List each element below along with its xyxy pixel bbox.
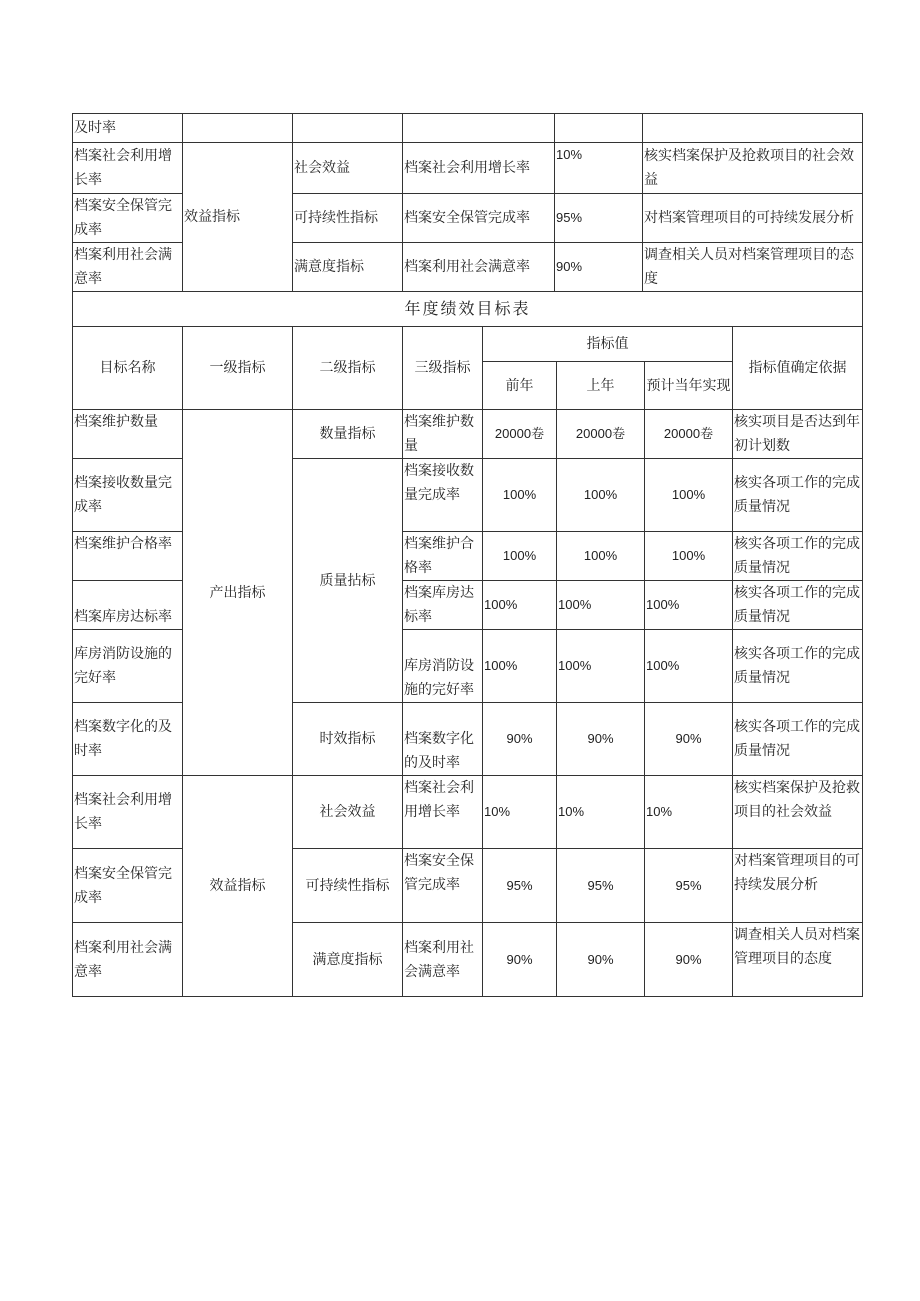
expected-value: 100% — [645, 532, 733, 581]
last-value: 90% — [557, 703, 645, 776]
level2-cell: 时效指标 — [293, 703, 403, 776]
level2-cell: 社会效益 — [293, 143, 403, 194]
level3-cell: 档案接收数量完成率 — [403, 459, 483, 532]
goal-name: 档案利用社会满意率 — [73, 923, 183, 997]
basis-cell: 调查相关人员对档案管理项目的态度 — [643, 243, 863, 292]
expected-value: 10% — [645, 776, 733, 849]
prev-value: 90% — [483, 703, 557, 776]
expected-value: 90% — [645, 703, 733, 776]
goal-name: 档案安全保管完成率 — [73, 194, 183, 243]
level1-cell: 产出指标 — [183, 410, 293, 776]
table-cell — [403, 114, 555, 143]
header-expected: 预计当年实现 — [645, 362, 733, 410]
level2-cell: 社会效益 — [293, 776, 403, 849]
basis-cell: 核实各项工作的完成质量情况 — [733, 532, 863, 581]
basis-cell: 调查相关人员对档案管理项目的态度 — [733, 923, 863, 997]
level3-cell: 档案维护数量 — [403, 410, 483, 459]
level2-cell: 可持续性指标 — [293, 194, 403, 243]
top-table — [72, 113, 863, 292]
goal-name: 档案利用社会满意率 — [73, 243, 183, 292]
table-cell — [555, 114, 643, 143]
level3-cell: 档案安全保管完成率 — [403, 849, 483, 923]
prev-value: 95% — [483, 849, 557, 923]
expected-value: 100% — [645, 630, 733, 703]
goal-name: 档案维护合格率 — [73, 532, 183, 581]
level3-cell: 档案利用社会满意率 — [403, 923, 483, 997]
header-goal-name: 目标名称 — [73, 327, 183, 410]
level2-cell: 满意度指标 — [293, 243, 403, 292]
basis-cell: 核实各项工作的完成质量情况 — [733, 459, 863, 532]
prev-value: 100% — [483, 459, 557, 532]
level3-cell: 档案利用社会满意率 — [403, 243, 555, 292]
basis-cell: 核实各项工作的完成质量情况 — [733, 581, 863, 630]
goal-name: 档案库房达标率 — [73, 581, 183, 630]
last-value: 100% — [557, 581, 645, 630]
level1-cell: 效益指标 — [183, 776, 293, 997]
level3-cell: 档案社会利用增长率 — [403, 776, 483, 849]
last-value: 100% — [557, 459, 645, 532]
header-prev-year: 前年 — [483, 362, 557, 410]
table-row — [73, 143, 863, 194]
level3-cell: 档案社会利用增长率 — [403, 143, 555, 194]
expected-value: 100% — [645, 459, 733, 532]
expected-value: 95% — [645, 849, 733, 923]
goal-name: 档案社会利用增长率 — [73, 776, 183, 849]
header-last-year: 上年 — [557, 362, 645, 410]
basis-cell: 核实档案保护及抢救项目的社会效益 — [733, 776, 863, 849]
goal-name: 档案社会利用增长率 — [73, 143, 183, 194]
value-cell: 95% — [555, 194, 643, 243]
goal-name: 档案安全保管完成率 — [73, 849, 183, 923]
level2-cell: 质量拈标 — [293, 459, 403, 703]
header-level2: 二级指标 — [293, 327, 403, 410]
last-value: 100% — [557, 630, 645, 703]
header-level1: 一级指标 — [183, 327, 293, 410]
basis-cell: 核实项目是否达到年初计划数 — [733, 410, 863, 459]
prev-value: 20000卷 — [483, 410, 557, 459]
goal-name: 档案接收数量完成率 — [73, 459, 183, 532]
table-cell: 及时率 — [73, 114, 183, 143]
goal-name: 库房消防设施的完好率 — [73, 630, 183, 703]
level3-cell: 档案维护合格率 — [403, 532, 483, 581]
prev-value: 100% — [483, 532, 557, 581]
level3-cell: 档案库房达标率 — [403, 581, 483, 630]
expected-value: 100% — [645, 581, 733, 630]
last-value: 95% — [557, 849, 645, 923]
level2-cell: 数量指标 — [293, 410, 403, 459]
last-value: 90% — [557, 923, 645, 997]
last-value: 100% — [557, 532, 645, 581]
level3-cell: 档案数字化的及时率 — [403, 703, 483, 776]
table-row — [73, 776, 863, 849]
basis-cell: 对档案管理项目的可持续发展分析 — [733, 849, 863, 923]
goal-name: 档案维护数量 — [73, 410, 183, 459]
level1-cell: 效益指标 — [183, 143, 293, 292]
prev-value: 10% — [483, 776, 557, 849]
table-title: 年度绩效目标表 — [73, 292, 863, 327]
table-cell — [643, 114, 863, 143]
level2-cell: 满意度指标 — [293, 923, 403, 997]
expected-value: 20000卷 — [645, 410, 733, 459]
prev-value: 90% — [483, 923, 557, 997]
value-cell: 10% — [555, 143, 643, 194]
table-cell — [293, 114, 403, 143]
level3-cell: 库房消防设施的完好率 — [403, 630, 483, 703]
value-cell: 90% — [555, 243, 643, 292]
header-level3: 三级指标 — [403, 327, 483, 410]
basis-cell: 核实档案保护及抢救项目的社会效益 — [643, 143, 863, 194]
last-value: 20000卷 — [557, 410, 645, 459]
basis-cell: 对档案管理项目的可持续发展分析 — [643, 194, 863, 243]
level3-cell: 档案安全保管完成率 — [403, 194, 555, 243]
goal-name: 档案数字化的及时率 — [73, 703, 183, 776]
header-indicator-value: 指标值 — [483, 327, 733, 362]
level2-cell: 可持续性指标 — [293, 849, 403, 923]
prev-value: 100% — [483, 630, 557, 703]
table-cell — [183, 114, 293, 143]
expected-value: 90% — [645, 923, 733, 997]
basis-cell: 核实各项工作的完成质量情况 — [733, 630, 863, 703]
header-basis: 指标值确定依据 — [733, 327, 863, 410]
basis-cell: 核实各项工作的完成质量情况 — [733, 703, 863, 776]
table-row — [73, 410, 863, 459]
prev-value: 100% — [483, 581, 557, 630]
annual-goal-table — [72, 291, 863, 997]
last-value: 10% — [557, 776, 645, 849]
